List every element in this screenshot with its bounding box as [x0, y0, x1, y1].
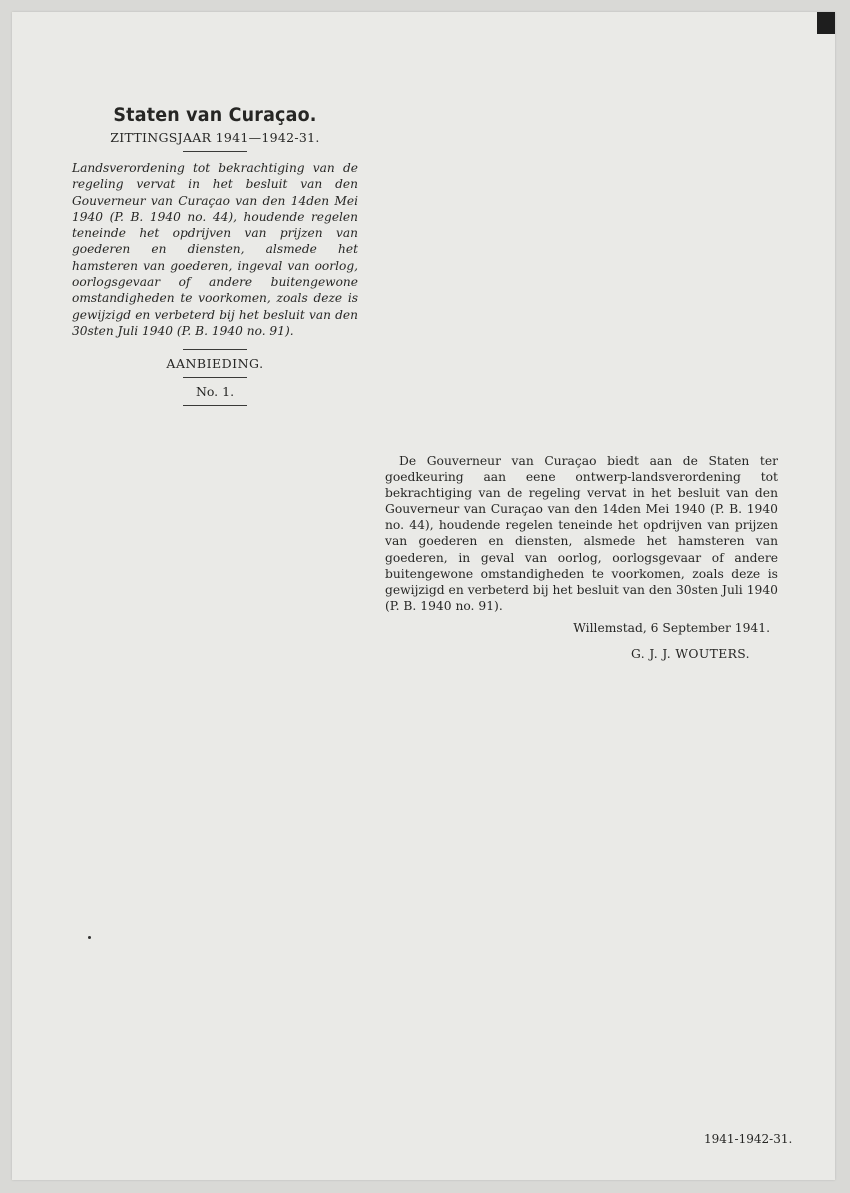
section-label: AANBIEDING. [166, 356, 264, 372]
divider [183, 377, 247, 378]
main-text-block [385, 453, 778, 662]
ordinance-title: Landsverordening tot bekrachtiging van de regeling vervat in het besluit van den Gouverneur van Curaçao van den 14den Mei 1940 (P. B. 1940 no. 44), houdende regelen teneinde het opdrijven van prijzen van goederen en diensten, alsmede het hamsteren van goederen, ingeval van oorlog, oorlogsgevaar of andere buitengewone omstandigheden te voorkomen, zoals deze is gewijzigd en verbeterd bij het besluit van den 30sten Juli 1940 (P. B. 1940 no. 91). [72, 161, 358, 338]
paper-speck [88, 936, 91, 939]
divider [183, 349, 247, 350]
document-title: Staten van Curaçao. [113, 104, 317, 126]
body-paragraph: De Gouverneur van Curaçao biedt aan de Staten ter goedkeuring aan eene ontwerp-landsverordening tot bekrachtiging van de regeling vervat in het besluit van den Gouverneur van Curaçao van den 14den Mei 1940 (P. B. 1940 no. 44), houdende regelen teneinde het opdrijven van prijzen van goederen en diensten, alsmede het hamsteren van goederen, in geval van oorlog, oorlogsgevaar of andere buitengewone omstandigheden te voorkomen, zoals deze is gewijzigd en verbeterd bij het besluit van den 30sten Juli 1940 (P. B. 1940 no. 91). [385, 454, 778, 613]
session-year: ZITTINGSJAAR 1941—1942-31. [110, 130, 320, 145]
signatory: G. J. J. WOUTERS. [630, 647, 750, 662]
divider [183, 151, 247, 152]
scan-corner-mark [817, 12, 835, 34]
section-number: No. 1. [195, 384, 235, 400]
document-code: 1941-1942-31. [704, 1132, 793, 1146]
header-block [70, 104, 360, 412]
place-date: Willemstad, 6 September 1941. [573, 620, 770, 635]
document-page [12, 12, 835, 1180]
divider [183, 405, 247, 406]
